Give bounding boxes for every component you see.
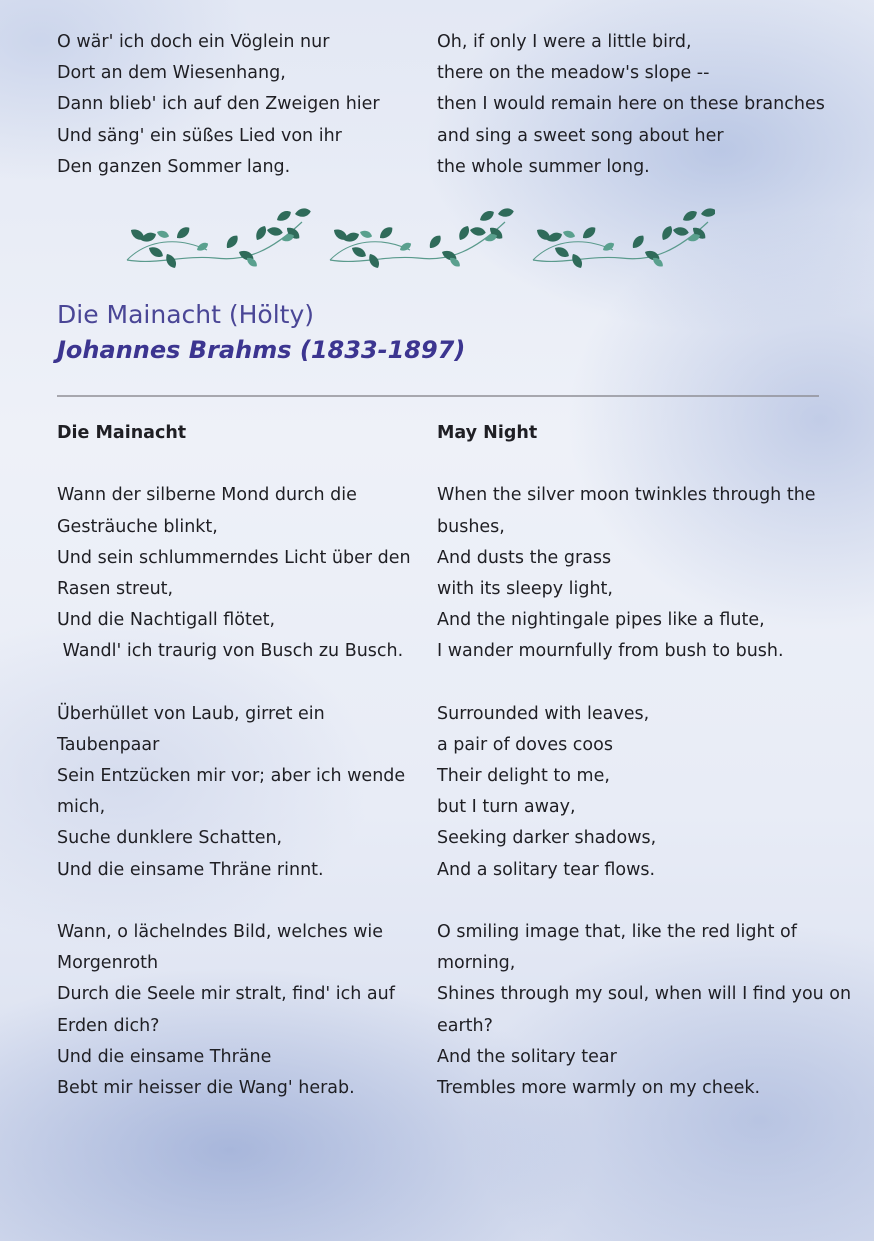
german-poem-heading: Die Mainacht [57, 423, 187, 443]
verse-line: but I turn away, [437, 797, 576, 818]
verse-line: Überhüllet von Laub, girret ein [57, 703, 325, 724]
verse-line: Surrounded with leaves, [437, 703, 650, 724]
verse-line: Wandl' ich traurig von Busch zu Busch. [57, 641, 404, 662]
verse-line: I wander mournfully from bush to bush. [437, 641, 784, 662]
verse-line: Gesträuche blinkt, [57, 516, 218, 537]
verse-line: Und sein schlummerndes Licht über den [57, 547, 411, 568]
verse-line: Taubenpaar [57, 734, 160, 755]
verse-line: Dann blieb' ich auf den Zweigen hier [57, 94, 380, 115]
leaf-garland-icon [125, 206, 715, 276]
stanza-gap [57, 668, 411, 699]
top-english-verse [437, 27, 825, 183]
verse-line: Und säng' ein süßes Lied von ihr [57, 125, 342, 146]
verse-line: bushes, [437, 516, 505, 537]
verse-line: Oh, if only I were a little bird, [437, 32, 692, 52]
verse-line: Und die einsame Thräne [57, 1046, 272, 1067]
verse-line: and sing a sweet song about her [437, 125, 724, 146]
verse-line: O smiling image that, like the red light of [437, 922, 797, 942]
verse-line: Den ganzen Sommer lang. [57, 156, 291, 177]
verse-line: Und die Nachtigall flötet, [57, 610, 276, 631]
verse-line: Wann, o lächelndes Bild, welches wie [57, 922, 384, 942]
verse-line: Bebt mir heisser die Wang' herab. [57, 1077, 355, 1098]
verse-line: mich, [57, 797, 106, 818]
verse-line: Erden dich? [57, 1015, 160, 1036]
verse-line: Durch die Seele mir stralt, find' ich auf [57, 984, 395, 1005]
verse-line: Seeking darker shadows, [437, 828, 657, 849]
verse-line: the whole summer long. [437, 156, 650, 177]
verse-line: a pair of doves coos [437, 734, 613, 755]
stanza-gap [57, 449, 411, 480]
section-divider [57, 395, 819, 397]
composer-name: Johannes Brahms (1833-1897) [57, 336, 466, 364]
verse-line: with its sleepy light, [437, 578, 613, 599]
verse-line: Trembles more warmly on my cheek. [437, 1077, 761, 1098]
verse-line: Their delight to me, [437, 766, 610, 787]
verse-line: Dort an dem Wiesenhang, [57, 63, 286, 84]
verse-line: morning, [437, 953, 516, 974]
verse-line: Shines through my soul, when will I find you on [437, 984, 852, 1005]
song-title: Die Mainacht (Hölty) [57, 300, 315, 329]
verse-line: And a solitary tear flows. [437, 859, 656, 880]
stanza-gap [437, 668, 851, 699]
verse-line: Morgenroth [57, 953, 159, 974]
english-poem [437, 418, 851, 1104]
verse-line: Suche dunklere Schatten, [57, 828, 283, 849]
verse-line: earth? [437, 1015, 493, 1036]
verse-line: And the nightingale pipes like a flute, [437, 610, 765, 631]
german-poem [57, 418, 411, 1104]
verse-line: then I would remain here on these branches [437, 94, 825, 115]
verse-line: O wär' ich doch ein Vöglein nur [57, 32, 330, 52]
verse-line: When the silver moon twinkles through the [437, 485, 816, 506]
verse-line: And dusts the grass [437, 547, 612, 568]
verse-line: Sein Entzücken mir vor; aber ich wende [57, 766, 406, 787]
verse-line: Rasen streut, [57, 578, 174, 599]
top-german-verse [57, 27, 380, 183]
verse-line: And the solitary tear [437, 1046, 617, 1067]
verse-line: Und die einsame Thräne rinnt. [57, 859, 324, 880]
stanza-gap [437, 449, 851, 480]
verse-line: there on the meadow's slope -- [437, 63, 710, 84]
verse-line: Wann der silberne Mond durch die [57, 485, 357, 506]
english-poem-heading: May Night [437, 423, 538, 443]
stanza-gap [437, 886, 851, 917]
stanza-gap [57, 886, 411, 917]
